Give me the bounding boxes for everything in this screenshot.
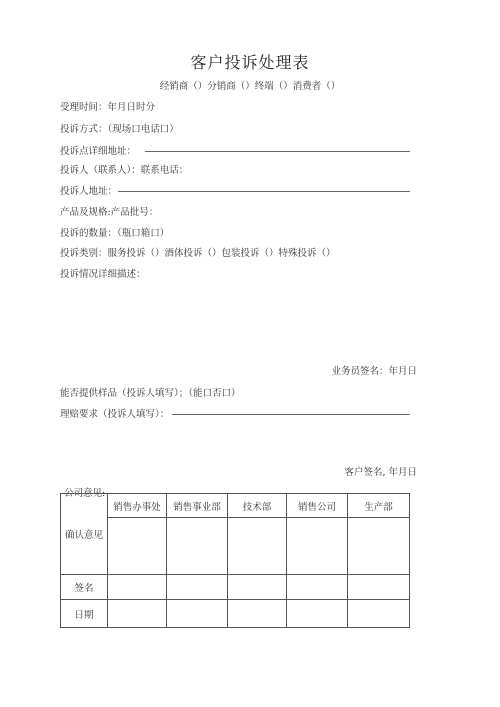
row-label-confirm: 确认意见 [61,494,108,575]
complaint-address-line [145,151,410,152]
table-header-row [61,494,410,518]
customer-type-options: 经销商（）分销商（）终端（）消费者（） [159,81,341,92]
salesman-signature: 业务员签名：年月日 [331,366,417,377]
complainant-field: 投诉人（联系人）：联系电话： [60,165,189,176]
table-cell [228,600,287,628]
column-header-sales-office: 销售办事处 [108,494,167,518]
column-header-production: 生产部 [348,494,410,518]
claim-field: 理赔要求（投诉人填写）： [60,409,170,420]
table-row [61,518,410,575]
claim-line [172,414,410,415]
table-cell [348,518,410,575]
accept-time-field: 受理时间：年月日时分 [60,102,156,113]
complainant-address-field: 投诉人地址： [60,186,118,197]
opinion-table [60,493,409,629]
quantity-field: 投诉的数量：（瓶口箱口） [60,228,170,239]
table-cell [287,600,348,628]
table-cell [108,575,167,600]
table-row [61,600,410,628]
complaint-method-field: 投诉方式：（现场口电话口） [60,124,179,135]
table-cell [348,600,410,628]
customer-signature: 客户签名, 年月日 [344,467,417,478]
company-opinion-label: 公司意见: [64,488,106,499]
column-header-sales-division: 销售事业部 [167,494,228,518]
table-cell [287,575,348,600]
sample-field: 能否提供样品（投诉人填写）；（能口否口） [60,388,241,399]
description-field: 投诉情况详细描述： [60,269,146,280]
table-cell [287,518,348,575]
complainant-address-line [118,191,410,192]
row-label-date: 日期 [61,600,108,628]
table-row [61,575,410,600]
product-field: 产品及规格:产品批号： [60,207,159,218]
table-cell [167,575,228,600]
table-cell [228,518,287,575]
column-header-technical: 技术部 [228,494,287,518]
table-cell [108,600,167,628]
category-field: 投诉类别：服务投诉（）酒体投诉（）包装投诉（）特殊投诉（） [60,248,336,259]
table-cell [167,600,228,628]
column-header-sales-company: 销售公司 [287,494,348,518]
table-cell [348,575,410,600]
row-label-signature: 签名 [61,575,108,600]
complaint-address-field: 投诉点详细地址： [60,146,137,157]
table-cell [167,518,228,575]
form-title: 客户投诉处理表 [190,53,310,72]
table-cell [108,518,167,575]
table-cell [228,575,287,600]
